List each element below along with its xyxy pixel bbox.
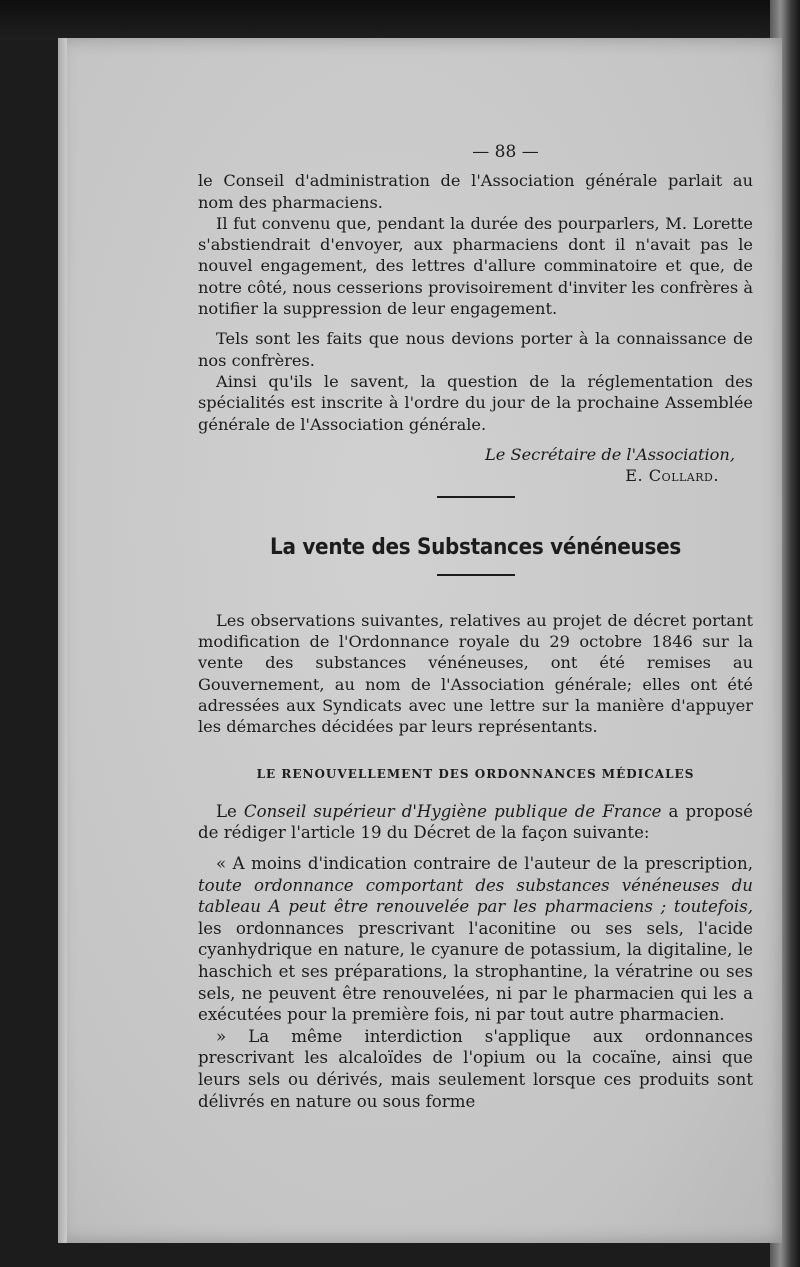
separator-rule: [437, 496, 515, 498]
section-title: La vente des Substances vénéneuses: [270, 532, 681, 560]
paragraph-agenda: Ainsi qu'ils le savent, la question de la réglementation des spécialités est inscrite à l'ordre du jour de la prochaine Assemblée générale de l'Association générale.: [198, 371, 753, 434]
subheading: LE RENOUVELLEMENT DES ORDONNANCES MÉDICALES: [256, 766, 695, 781]
document-page: [58, 38, 782, 1243]
paragraph-facts: Tels sont les faits que nous devions porter à la connaissance de nos confrères.: [198, 329, 753, 370]
scan-background: [0, 0, 800, 40]
intro-paragraph: Les observations suivantes, relatives au projet de décret portant modification de l'Ordonnance royale du 29 octobre 1846 sur la vente des substances vénéneuses, ont été remises au Gouvernement, au nom de l'Association générale; elles ont été adressées aux Syndicats avec une lettre sur la manière d'appuyer les démarches décidées par leurs représentants.: [198, 610, 753, 737]
paragraph-agreement: Il fut convenu que, pendant la durée des pourparlers, M. Lorette s'abstiendrait d'envoyer, aux pharmaciens dont il n'avait pas le nouvel engagement, des lettres d'allure comminatoire et que, de notre côté, nous cesserions provisoirement d'inviter les confrères à notifier la suppression de leur engagement.: [198, 213, 753, 319]
signature-role: Le Secrétaire de l'Association,: [485, 444, 735, 464]
page-number: — 88 —: [472, 142, 539, 162]
title-underline-rule: [437, 574, 515, 576]
page-fold-shadow: [58, 38, 67, 1243]
decree-text: [198, 801, 753, 1112]
signature-name: E. Collard.: [625, 466, 719, 486]
paragraph-conseil: Le Conseil supérieur d'Hygiène publique de France a proposé de rédiger l'article 19 du Décret de la façon suivante:: [198, 801, 753, 843]
page-content: [198, 142, 753, 1112]
quote-paragraph-1: « A moins d'indication contraire de l'auteur de la prescription, toute ordonnance comportant des substances vénéneuses du tableau A peut être renouvelée par les pharmaciens ; toutefois, les ordonnances prescrivant l'aconitine ou ses sels, l'acide cyanhydrique en nature, le cyanure de potassium, la digitaline, le haschich et ses préparations, la strophantine, la vératrine ou ses sels, ne peuvent être renouvelées, ni par le pharmacien qui les a exécutées pour la première fois, ni par tout autre pharmacien.: [198, 854, 753, 1025]
paragraph-continuation: le Conseil d'administration de l'Association générale parlait au nom des pharmaciens.: [198, 171, 753, 212]
quote-paragraph-2: » La même interdiction s'applique aux ordonnances prescrivant les alcaloïdes de l'opium ou la cocaïne, ainsi que leurs sels ou dérivés, mais seulement lorsque ces produits sont délivrés en nature ou sous forme: [198, 1026, 753, 1111]
